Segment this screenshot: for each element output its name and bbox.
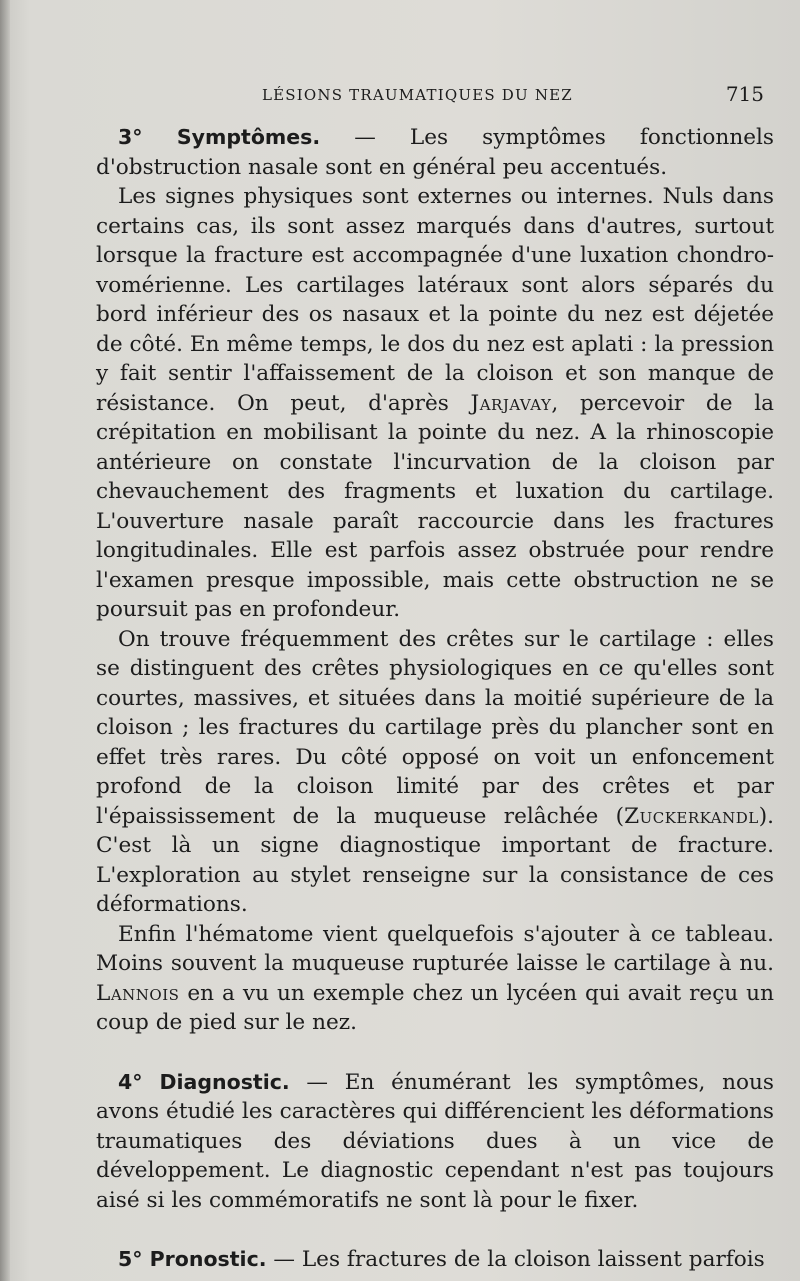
section-lead-diagnostic: — En énumérant les symptômes, nous avons étudié les caractères qui différencient les déformations traumatiques des déviations dues à un vice de développement. Le diagnostic cependant n'est pas toujours aisé si les commémoratifs ne sont là pour le fixer.: [96, 1069, 774, 1213]
section-symptomes: [96, 123, 774, 182]
author-name-lannois: Lannois: [96, 980, 180, 1006]
section-lead-pronostic: — Les fractures de la cloison laissent parfois: [266, 1247, 765, 1272]
section-diagnostic: [96, 1068, 774, 1216]
page-spine-shadow: [0, 0, 10, 1281]
page-body: [96, 123, 774, 1275]
section-heading-symptomes: 3° Symptômes.: [118, 125, 321, 149]
section-heading-pronostic: 5° Pronostic.: [118, 1247, 267, 1271]
paragraph-signes-physiques: [96, 182, 774, 625]
paragraph-text: ). C'est là un signe diagnostique important de fracture. L'exploration au stylet renseigne sur la consistance de ces déformations.: [96, 803, 774, 917]
paragraph-text: , percevoir de la crépitation en mobilisant la pointe du nez. A la rhinoscopie antérieure on constate l'incurvation de la cloison par chevauchement des fragments et luxation du cartilage. L'ouverture nasale paraît raccourcie dans les fractures longitudinales. Elle est parfois assez obstruée pour rendre l'examen presque impossible, mais cette obstruction ne se poursuit pas en profondeur.: [96, 390, 774, 622]
author-name-jarjavay: Jarjavay: [470, 390, 552, 416]
paragraph-cretes: [96, 625, 774, 920]
author-name-zuckerkandl: Zuckerkandl: [624, 803, 759, 829]
paragraph-text: Les signes physiques sont externes ou internes. Nuls dans certains cas, ils sont assez marqués dans d'autres, surtout lorsque la fracture est accompagnée d'une luxation chondro-vomérienne. Les cartilages latéraux sont alors séparés du bord inférieur des os nasaux et la pointe du nez est déjetée de côté. En même temps, le dos du nez est aplati : la pression y fait sentir l'affaissement de la cloison et son manque de résistance. On peut, d'après: [96, 184, 774, 416]
paragraph-text: en a vu un exemple chez un lycéen qui avait reçu un coup de pied sur le nez.: [96, 980, 774, 1035]
section-pronostic: [96, 1245, 774, 1275]
paragraph-text: Enfin l'hématome vient quelquefois s'ajouter à ce tableau. Moins souvent la muqueuse rupturée laisse le cartilage à nu.: [96, 921, 774, 976]
running-title: LÉSIONS TRAUMATIQUES DU NEZ: [262, 86, 573, 104]
page-header: [96, 82, 776, 112]
section-lead-symptomes: — Les symptômes fonctionnels d'obstruction nasale sont en général peu accentués.: [96, 125, 775, 180]
page-number: 715: [725, 82, 764, 106]
section-heading-diagnostic: 4° Diagnostic.: [118, 1069, 290, 1094]
paragraph-text: On trouve fréquemment des crêtes sur le cartilage : elles se distinguent des crêtes physiologiques en ce qu'elles sont courtes, massives, et situées dans la moitié supérieure de la cloison ; les fractures du cartilage près du plancher sont en effet très rares. Du côté opposé on voit un enfoncement profond de la cloison limité par des crêtes et par l'épaississement de la muqueuse relâchée (: [96, 626, 774, 829]
paragraph-hematome: [96, 920, 774, 1038]
